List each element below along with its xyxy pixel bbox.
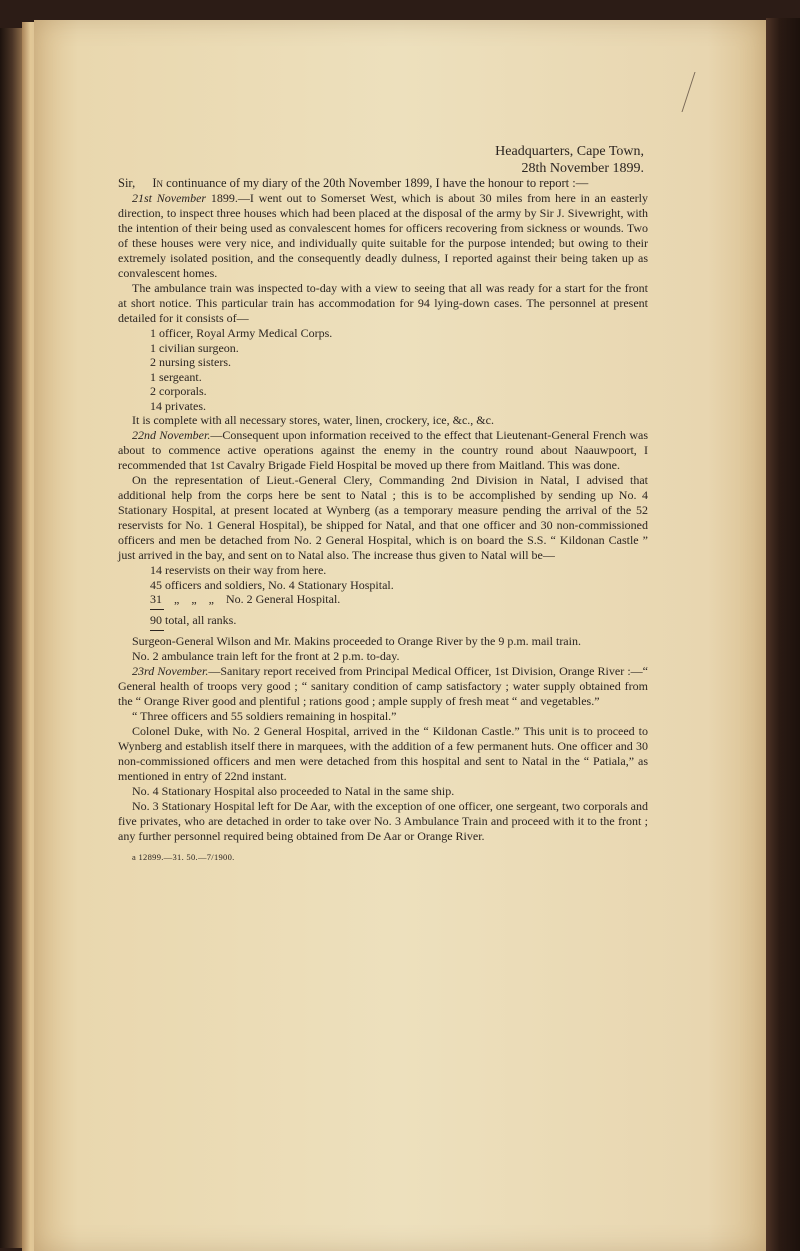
entry-21-text: 1899.—I went out to Somerset West, which is about 30 miles from here in an easterly direction, to inspect three houses which had been placed at the disposal of the army by Sir J. Sivewright, with the intention of their being used as convalescent homes for officers recovering from sickness or wounds. Two of these houses were very nice, and individually quite suitable for the purpose intended; but owing to their extremely isolated position, and the consequently deadly dulness, I reported against their being taken up as convalescent homes. [118,191,649,280]
increase-list [118,563,648,607]
personnel-list [118,326,648,413]
three-officers-line: “ Three officers and 55 soldiers remaining in hospital.” [132,708,397,723]
personnel-item: 1 officer, Royal Army Medical Corps. [150,326,333,340]
sum-rule-top [150,609,164,610]
entry-22-november [118,428,648,473]
no4-paragraph: No. 4 Stationary Hospital also proceeded to Natal in the same ship. [132,783,455,798]
heading-date: 28th November 1899. [521,161,644,176]
total-line: 90 total, all ranks. [150,612,237,627]
entry-21-november [118,191,648,281]
entry-23-date: 23rd November. [132,663,209,678]
personnel-item: 1 civilian surgeon. [150,340,239,355]
entry-22-date: 22nd November. [132,428,211,442]
entry-22-text: —Consequent upon information received to the effect that Lieutenant-General French was about to commence active operations against the enemy in the country round about Naauwpoort, I recommended that 1st Cavalry Brigade Field Hospital be moved up there from Maitland. This was done. [118,428,648,472]
increase-item: 45 officers and soldiers, No. 4 Stationary Hospital. [150,577,394,592]
wilson-paragraph: Surgeon-General Wilson and Mr. Makins proceeded to Orange River by the 9 p.m. mail train. [132,633,581,648]
print-footer: a 12899.—31. 50.—7/1900. [132,851,235,862]
complete-line: It is complete with all necessary stores, water, linen, crockery, ice, &c., &c. [132,413,494,427]
train-no2-line: No. 2 ambulance train left for the front at 2 p.m. to-day. [132,648,400,663]
salutation: Sir, [118,176,136,190]
opening-text: continuance of my diary of the 20th November 1899, I have the honour to report :— [166,176,589,190]
duke-paragraph: Colonel Duke, with No. 2 General Hospital, arrived in the “ Kildonan Castle.” This unit is to proceed to Wynberg and establish itself there in marquees, with the addition of a few permanent huts. One officer and 30 non-commissioned officers and men were detached from this hospital and sent to Natal in the “ Patiala,” as mentioned in entry of 22nd instant. [118,723,648,783]
personnel-item: 14 privates. [150,398,206,413]
heading-address: Headquarters, Cape Town, [495,144,644,159]
increase-item: 14 reservists on their way from here. [150,563,327,577]
entry-23-text: —Sanitary report received from Principal Medical Officer, 1st Division, Orange River :—“ General health of troops very good ; “ sanitary condition of camp satisfactory ; water supply obtained from the “ Orange River good and plentiful ; rations good ; ample supply of fresh meat “ and vegetables.” [118,663,648,708]
opening-lead: In [152,176,164,190]
clery-paragraph: On the representation of Lieut.-General Clery, Commanding 2nd Division in Natal, I advised that additional help from the corps here be sent to Natal ; this is to be accomplished by sending up No. 4 Stationary Hospital, at present located at Wynberg (as a temporary measure pending the arrival of the 52 reservists for No. 1 General Hospital), be shipped for Natal, and that one officer and 30 non-commissioned officers and men be detached from No. 2 General Hospital, which is on board the S.S. “ Kildonan Castle ” just arrived in the bay, and sent on to Natal also. The increase thus given to Natal will be— [118,473,648,562]
ambulance-paragraph: The ambulance train was inspected to-day with a view to seeing that all was ready for a start for the front at short notice. This particular train has accommodation for 94 lying-down cases. The personnel at present detailed for it consists of— [118,281,648,325]
opening-paragraph [118,176,648,191]
entry-23-november [118,664,648,709]
letter-heading [118,143,648,177]
entry-21-date: 21st November [132,191,207,205]
personnel-item: 2 nursing sisters. [150,355,231,369]
document-body [118,143,648,865]
increase-item: 31 „ „ „ No. 2 General Hospital. [150,592,341,606]
personnel-item: 2 corporals. [150,384,207,398]
right-page-edge [766,18,800,1251]
left-page-edge [0,28,22,1248]
personnel-item: 1 sergeant. [150,369,202,384]
no3-paragraph: No. 3 Stationary Hospital left for De Aar, with the exception of one officer, one sergeant, two corporals and five privates, who are detached in order to take over No. 3 Ambulance Train and proceed with it to the front ; any further personnel required being obtained from De Aar or Orange River. [118,798,648,843]
sum-rule-bottom [150,630,164,631]
